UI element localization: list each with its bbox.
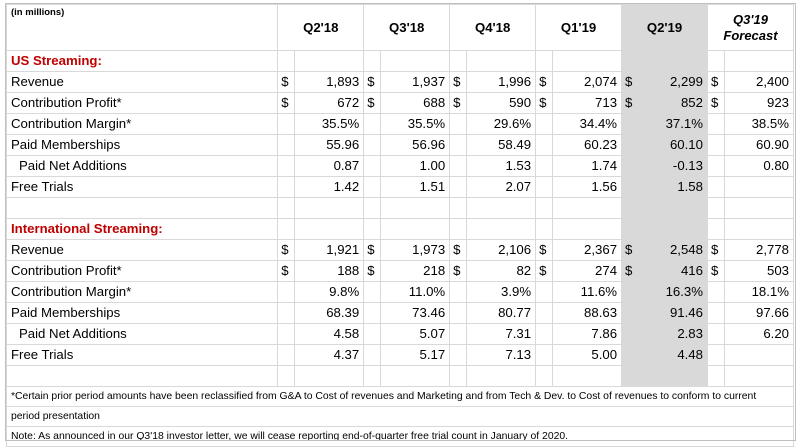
value-cell: 2,778 — [724, 240, 793, 261]
currency-symbol — [707, 282, 724, 303]
blank-cell — [536, 219, 553, 240]
blank-cell — [552, 51, 621, 72]
currency-symbol — [536, 135, 553, 156]
row-label: Contribution Profit* — [7, 93, 278, 114]
section-title: International Streaming: — [7, 219, 278, 240]
value-cell: 4.37 — [294, 345, 363, 366]
table-row — [7, 345, 794, 366]
period-header: Q4'18 — [450, 5, 536, 51]
currency-symbol — [707, 156, 724, 177]
blank-cell — [278, 366, 295, 387]
blank-cell — [638, 366, 707, 387]
currency-symbol — [622, 345, 639, 366]
value-cell: 1.51 — [380, 177, 449, 198]
currency-symbol — [450, 177, 467, 198]
blank-cell — [622, 51, 639, 72]
value-cell: 37.1% — [638, 114, 707, 135]
currency-symbol — [707, 345, 724, 366]
currency-symbol — [622, 282, 639, 303]
value-cell: 16.3% — [638, 282, 707, 303]
currency-symbol: $ — [536, 93, 553, 114]
value-cell: 7.86 — [552, 324, 621, 345]
blank-cell — [466, 219, 535, 240]
blank-cell — [450, 366, 467, 387]
blank-cell — [707, 51, 724, 72]
currency-symbol — [536, 303, 553, 324]
blank-cell — [536, 51, 553, 72]
value-cell: 688 — [380, 93, 449, 114]
currency-symbol — [278, 303, 295, 324]
blank-cell — [450, 51, 467, 72]
blank-cell — [707, 366, 724, 387]
table-row — [7, 324, 794, 345]
currency-symbol — [364, 345, 381, 366]
value-cell: 73.46 — [380, 303, 449, 324]
blank-cell — [380, 219, 449, 240]
value-cell: 1,921 — [294, 240, 363, 261]
currency-symbol: $ — [278, 261, 295, 282]
blank-cell — [724, 366, 793, 387]
currency-symbol — [450, 114, 467, 135]
footnote-text: *Certain prior period amounts have been reclassified from G&A to Cost of revenues and Marketing and from Tech & Dev. to Cost of revenues to conform to current — [7, 387, 794, 407]
row-label: Contribution Margin* — [7, 114, 278, 135]
forecast-label: Forecast — [723, 27, 778, 43]
blank-cell — [466, 366, 535, 387]
currency-symbol — [278, 114, 295, 135]
value-cell: 1,893 — [294, 72, 363, 93]
currency-symbol: $ — [364, 93, 381, 114]
currency-symbol — [450, 345, 467, 366]
row-label: Paid Memberships — [7, 303, 278, 324]
currency-symbol: $ — [278, 93, 295, 114]
currency-symbol: $ — [450, 240, 467, 261]
currency-symbol: $ — [622, 261, 639, 282]
currency-symbol: $ — [364, 72, 381, 93]
value-cell: 0.80 — [724, 156, 793, 177]
blank-cell — [552, 219, 621, 240]
spacer-row — [7, 198, 794, 219]
currency-symbol — [278, 135, 295, 156]
value-cell: 58.49 — [466, 135, 535, 156]
value-cell: 713 — [552, 93, 621, 114]
blank-cell — [278, 198, 295, 219]
value-cell: 35.5% — [294, 114, 363, 135]
currency-symbol — [707, 135, 724, 156]
currency-symbol: $ — [364, 240, 381, 261]
value-cell: 2.83 — [638, 324, 707, 345]
table-row — [7, 135, 794, 156]
value-cell: 188 — [294, 261, 363, 282]
currency-symbol — [707, 324, 724, 345]
currency-symbol — [622, 114, 639, 135]
currency-symbol — [450, 282, 467, 303]
blank-cell — [278, 51, 295, 72]
period-header: Q1'19 — [536, 5, 622, 51]
value-cell: 18.1% — [724, 282, 793, 303]
currency-symbol: $ — [536, 240, 553, 261]
blank-cell — [380, 51, 449, 72]
value-cell: 852 — [638, 93, 707, 114]
forecast-header — [707, 5, 793, 51]
currency-symbol — [707, 303, 724, 324]
value-cell: 38.5% — [724, 114, 793, 135]
value-cell: 0.87 — [294, 156, 363, 177]
value-cell: 60.10 — [638, 135, 707, 156]
footnote-text-continued: period presentation — [7, 407, 794, 427]
currency-symbol — [364, 324, 381, 345]
period-header: Q2'18 — [278, 5, 364, 51]
value-cell: 2,400 — [724, 72, 793, 93]
row-label: Free Trials — [7, 177, 278, 198]
table-row — [7, 177, 794, 198]
value-cell: 2,548 — [638, 240, 707, 261]
table-row — [7, 261, 794, 282]
value-cell: 91.46 — [638, 303, 707, 324]
currency-symbol — [278, 156, 295, 177]
section-row — [7, 219, 794, 240]
value-cell: 5.07 — [380, 324, 449, 345]
currency-symbol: $ — [622, 93, 639, 114]
value-cell: 5.17 — [380, 345, 449, 366]
value-cell: 60.90 — [724, 135, 793, 156]
currency-symbol — [622, 156, 639, 177]
value-cell: 88.63 — [552, 303, 621, 324]
blank-cell — [7, 366, 278, 387]
value-cell: 35.5% — [380, 114, 449, 135]
value-cell: 7.13 — [466, 345, 535, 366]
table-row — [7, 72, 794, 93]
currency-symbol — [278, 177, 295, 198]
section-row — [7, 51, 794, 72]
value-cell: 1.74 — [552, 156, 621, 177]
currency-symbol: $ — [622, 240, 639, 261]
value-cell: 2,106 — [466, 240, 535, 261]
blank-cell — [638, 219, 707, 240]
currency-symbol — [536, 114, 553, 135]
row-label: Contribution Margin* — [7, 282, 278, 303]
table-row — [7, 93, 794, 114]
value-cell: 29.6% — [466, 114, 535, 135]
value-cell: 1,937 — [380, 72, 449, 93]
currency-symbol: $ — [278, 240, 295, 261]
currency-symbol — [707, 177, 724, 198]
value-cell: 11.6% — [552, 282, 621, 303]
currency-symbol — [450, 324, 467, 345]
blank-cell — [450, 219, 467, 240]
row-label: Revenue — [7, 72, 278, 93]
value-cell: 82 — [466, 261, 535, 282]
blank-cell — [622, 198, 639, 219]
value-cell: 3.9% — [466, 282, 535, 303]
header-row — [7, 5, 794, 51]
streaming-metrics-table — [6, 4, 794, 447]
blank-cell — [294, 51, 363, 72]
currency-symbol — [536, 345, 553, 366]
blank-cell — [294, 219, 363, 240]
currency-symbol: $ — [536, 261, 553, 282]
table-row — [7, 282, 794, 303]
value-cell: 590 — [466, 93, 535, 114]
note-row — [7, 387, 794, 407]
note-row — [7, 407, 794, 427]
value-cell: 274 — [552, 261, 621, 282]
currency-symbol: $ — [707, 240, 724, 261]
value-cell: 672 — [294, 93, 363, 114]
value-cell: 503 — [724, 261, 793, 282]
blank-cell — [622, 366, 639, 387]
currency-symbol — [278, 345, 295, 366]
period-header: Q3'18 — [364, 5, 450, 51]
value-cell: 2,074 — [552, 72, 621, 93]
value-cell: 2,299 — [638, 72, 707, 93]
table-row — [7, 156, 794, 177]
blank-cell — [364, 219, 381, 240]
blank-cell — [724, 219, 793, 240]
blank-cell — [278, 219, 295, 240]
currency-symbol — [622, 177, 639, 198]
blank-cell — [552, 198, 621, 219]
table-row — [7, 114, 794, 135]
currency-symbol — [364, 177, 381, 198]
blank-cell — [707, 219, 724, 240]
value-cell: 34.4% — [552, 114, 621, 135]
currency-symbol — [364, 303, 381, 324]
blank-cell — [638, 198, 707, 219]
value-cell: 4.48 — [638, 345, 707, 366]
currency-symbol — [364, 114, 381, 135]
blank-cell — [294, 366, 363, 387]
value-cell: 60.23 — [552, 135, 621, 156]
currency-symbol: $ — [278, 72, 295, 93]
currency-symbol: $ — [450, 261, 467, 282]
section-title: US Streaming: — [7, 51, 278, 72]
value-cell — [724, 345, 793, 366]
blank-cell — [364, 198, 381, 219]
value-cell: 1.00 — [380, 156, 449, 177]
value-cell: 97.66 — [724, 303, 793, 324]
value-cell: 2.07 — [466, 177, 535, 198]
blank-cell — [724, 198, 793, 219]
value-cell: 1,996 — [466, 72, 535, 93]
blank-cell — [466, 198, 535, 219]
blank-cell — [724, 51, 793, 72]
period-header-current: Q2'19 — [622, 5, 708, 51]
value-cell: 56.96 — [380, 135, 449, 156]
row-label: Paid Memberships — [7, 135, 278, 156]
blank-cell — [552, 366, 621, 387]
value-cell: 68.39 — [294, 303, 363, 324]
currency-symbol: $ — [707, 261, 724, 282]
value-cell: 9.8% — [294, 282, 363, 303]
value-cell: 1.56 — [552, 177, 621, 198]
row-label: Revenue — [7, 240, 278, 261]
table-row — [7, 240, 794, 261]
value-cell: 1.58 — [638, 177, 707, 198]
currency-symbol — [536, 156, 553, 177]
value-cell: 5.00 — [552, 345, 621, 366]
currency-symbol — [450, 303, 467, 324]
currency-symbol — [622, 324, 639, 345]
currency-symbol — [450, 135, 467, 156]
currency-symbol — [622, 135, 639, 156]
currency-symbol: $ — [536, 72, 553, 93]
currency-symbol — [536, 177, 553, 198]
spacer-row — [7, 366, 794, 387]
currency-symbol — [278, 324, 295, 345]
blank-cell — [380, 366, 449, 387]
value-cell: 218 — [380, 261, 449, 282]
blank-cell — [380, 198, 449, 219]
row-label: Free Trials — [7, 345, 278, 366]
value-cell: 6.20 — [724, 324, 793, 345]
row-label: Contribution Profit* — [7, 261, 278, 282]
blank-cell — [536, 366, 553, 387]
row-label: Paid Net Additions — [7, 324, 278, 345]
blank-cell — [364, 51, 381, 72]
currency-symbol — [536, 324, 553, 345]
currency-symbol — [450, 156, 467, 177]
value-cell: 923 — [724, 93, 793, 114]
currency-symbol — [536, 282, 553, 303]
currency-symbol — [364, 135, 381, 156]
value-cell: 4.58 — [294, 324, 363, 345]
currency-symbol — [278, 282, 295, 303]
currency-symbol: $ — [707, 93, 724, 114]
currency-symbol — [364, 282, 381, 303]
value-cell: 1.53 — [466, 156, 535, 177]
row-label: Paid Net Additions — [7, 156, 278, 177]
value-cell: -0.13 — [638, 156, 707, 177]
value-cell: 416 — [638, 261, 707, 282]
value-cell: 1.42 — [294, 177, 363, 198]
blank-cell — [707, 198, 724, 219]
currency-symbol: $ — [622, 72, 639, 93]
currency-symbol — [707, 114, 724, 135]
table-row — [7, 303, 794, 324]
blank-cell — [536, 198, 553, 219]
forecast-period: Q3'19 — [733, 11, 768, 27]
blank-cell — [294, 198, 363, 219]
currency-symbol: $ — [450, 72, 467, 93]
currency-symbol — [364, 156, 381, 177]
value-cell — [724, 177, 793, 198]
blank-cell — [638, 51, 707, 72]
value-cell: 80.77 — [466, 303, 535, 324]
currency-symbol: $ — [364, 261, 381, 282]
blank-cell — [7, 198, 278, 219]
blank-cell — [622, 219, 639, 240]
value-cell: 55.96 — [294, 135, 363, 156]
blank-cell — [450, 198, 467, 219]
trial-reporting-note: Note: As announced in our Q3'18 investor letter, we will cease reporting end-of-quarter free trial count in January of 2020. — [7, 427, 794, 447]
value-cell: 7.31 — [466, 324, 535, 345]
value-cell: 2,367 — [552, 240, 621, 261]
blank-cell — [364, 366, 381, 387]
note-row — [7, 427, 794, 447]
currency-symbol: $ — [450, 93, 467, 114]
currency-symbol: $ — [707, 72, 724, 93]
value-cell: 1,973 — [380, 240, 449, 261]
value-cell: 11.0% — [380, 282, 449, 303]
units-label: (in millions) — [7, 5, 278, 51]
currency-symbol — [622, 303, 639, 324]
blank-cell — [466, 51, 535, 72]
